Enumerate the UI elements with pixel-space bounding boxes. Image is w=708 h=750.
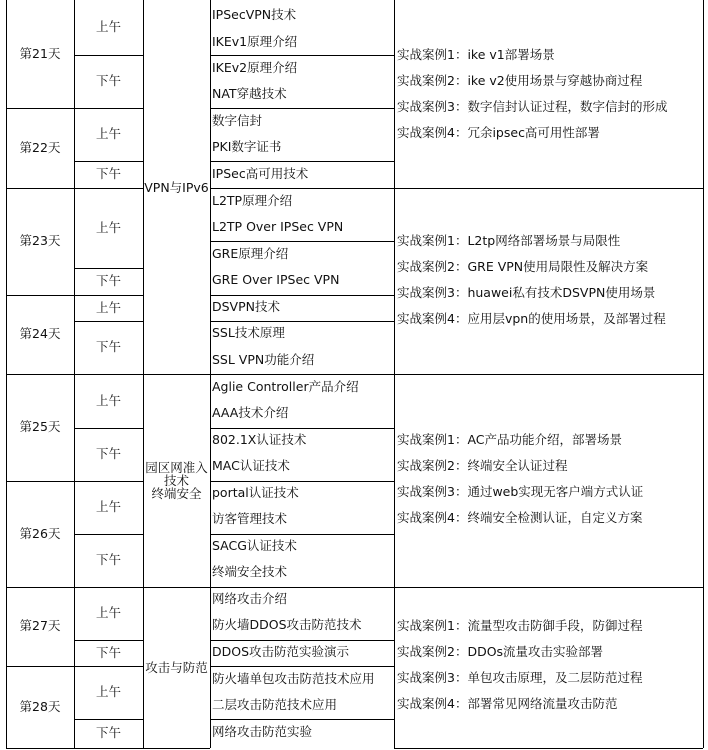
- content-item: 防火墙DDOS攻击防范技术: [212, 617, 362, 632]
- session-divider: [74, 640, 143, 641]
- content-divider: [210, 374, 394, 375]
- content-item: 802.1X认证技术: [212, 432, 307, 447]
- case-item: 实战案例2：DDOs流量攻击实验部署: [397, 644, 604, 659]
- column-border: [703, 0, 704, 748]
- column-border: [6, 0, 7, 748]
- content-item: Aglie Controller产品介绍: [212, 379, 359, 394]
- case-item: 实战案例4：冗余ipsec高可用性部署: [397, 125, 600, 140]
- content-item: 二层攻击防范技术应用: [212, 697, 338, 712]
- content-item: IPSecVPN技术: [212, 7, 297, 22]
- content-item: SSL VPN功能介绍: [212, 352, 315, 367]
- column-border: [74, 0, 75, 748]
- content-item: AAA技术介绍: [212, 405, 289, 420]
- day-label: 第23天: [19, 233, 61, 249]
- session-pm: 下午: [95, 166, 121, 182]
- case-item: 实战案例4：应用层vpn的使用场景，及部署过程: [397, 311, 666, 326]
- content-item: L2TP Over IPSec VPN: [212, 219, 344, 234]
- case-item: 实战案例3：单包攻击原理，及二层防范过程: [397, 670, 643, 685]
- session-am: 上午: [95, 126, 121, 142]
- case-item: 实战案例2：终端安全认证过程: [397, 458, 568, 473]
- case-item: 实战案例1：ike v1部署场景: [397, 47, 555, 62]
- content-item: 网络攻击介绍: [212, 591, 288, 606]
- session-divider: [74, 321, 143, 322]
- content-divider: [210, 161, 394, 162]
- session-am: 上午: [95, 499, 121, 515]
- session-divider: [74, 268, 143, 269]
- content-divider: [210, 534, 394, 535]
- session-divider: [74, 55, 143, 56]
- session-divider: [74, 161, 143, 162]
- session-divider: [74, 534, 143, 535]
- content-divider: [210, 481, 394, 482]
- content-divider: [210, 719, 394, 720]
- session-am: 上午: [95, 392, 121, 408]
- session-am: 上午: [95, 684, 121, 700]
- case-item: 实战案例3：通过web实现无客户端方式认证: [397, 484, 644, 499]
- content-divider: [210, 295, 394, 296]
- session-pm: 下午: [95, 725, 121, 741]
- content-item: SACG认证技术: [212, 538, 297, 553]
- topic-cell: 攻击与防范: [145, 660, 208, 675]
- day-label: 第28天: [19, 698, 61, 714]
- session-am: 上午: [95, 605, 121, 621]
- session-pm: 下午: [95, 552, 121, 568]
- case-item: 实战案例4：部署常见网络流量攻击防范: [397, 696, 618, 711]
- case-block-divider: [394, 374, 703, 375]
- case-item: 实战案例1：流量型攻击防御手段，防御过程: [397, 618, 643, 633]
- content-item: 防火墙单包攻击防范技术应用: [212, 671, 375, 686]
- content-divider: [210, 640, 394, 641]
- day-label: 第25天: [19, 419, 61, 435]
- session-pm: 下午: [95, 339, 121, 355]
- content-item: L2TP原理介绍: [212, 193, 293, 208]
- content-item: GRE Over IPSec VPN: [212, 272, 340, 287]
- case-item: 实战案例3：huawei私有技术DSVPN使用场景: [397, 285, 656, 300]
- content-item: SSL技术原理: [212, 325, 285, 340]
- case-block-divider: [394, 188, 703, 189]
- day-label: 第24天: [19, 326, 61, 342]
- day-label: 第26天: [19, 525, 61, 541]
- topic-cell: 园区网准入技术 终端安全: [145, 460, 208, 501]
- content-item: 终端安全技术: [212, 564, 288, 579]
- case-item: 实战案例1：L2tp网络部署场景与局限性: [397, 233, 621, 248]
- content-divider: [210, 587, 394, 588]
- content-item: 网络攻击防范实验: [212, 724, 313, 739]
- case-block-divider: [394, 748, 703, 749]
- content-item: GRE原理介绍: [212, 246, 289, 261]
- session-am: 上午: [95, 299, 121, 315]
- content-divider: [210, 188, 394, 189]
- content-item: IPSec高可用技术: [212, 166, 309, 181]
- content-item: 数字信封: [212, 113, 263, 128]
- case-item: 实战案例4：终端安全检测认证，自定义方案: [397, 510, 643, 525]
- case-item: 实战案例2：ike v2使用场景与穿越协商过程: [397, 73, 643, 88]
- day-label: 第27天: [19, 618, 61, 634]
- topic-cell: VPN与IPv6: [144, 179, 209, 195]
- content-divider: [210, 55, 394, 56]
- content-divider: [210, 428, 394, 429]
- case-item: 实战案例1：AC产品功能介绍，部署场景: [397, 432, 623, 447]
- session-am: 上午: [95, 219, 121, 235]
- day-label: 第21天: [19, 45, 61, 61]
- content-divider: [210, 321, 394, 322]
- content-item: IKEv2原理介绍: [212, 60, 298, 75]
- session-divider: [74, 428, 143, 429]
- day-divider: [6, 748, 143, 749]
- content-divider: [210, 108, 394, 109]
- content-divider: [210, 241, 394, 242]
- session-divider: [74, 719, 143, 720]
- topic-divider: [143, 748, 210, 749]
- day-label: 第22天: [19, 139, 61, 155]
- content-item: NAT穿越技术: [212, 86, 287, 101]
- content-item: portal认证技术: [212, 485, 299, 500]
- session-pm: 下午: [95, 446, 121, 462]
- content-item: IKEv1原理介绍: [212, 34, 298, 49]
- session-pm: 下午: [95, 273, 121, 289]
- content-item: DDOS攻击防范实验演示: [212, 644, 350, 659]
- session-am: 上午: [95, 19, 121, 35]
- content-divider: [210, 666, 394, 667]
- case-block-divider: [394, 587, 703, 588]
- case-item: 实战案例2：GRE VPN使用局限性及解决方案: [397, 259, 649, 274]
- column-border: [143, 0, 144, 748]
- column-border: [394, 0, 395, 748]
- session-pm: 下午: [95, 73, 121, 89]
- content-item: PKI数字证书: [212, 139, 282, 154]
- content-item: 访客管理技术: [212, 511, 288, 526]
- case-item: 实战案例3：数字信封认证过程，数字信封的形成: [397, 99, 668, 114]
- session-pm: 下午: [95, 644, 121, 660]
- content-item: MAC认证技术: [212, 458, 290, 473]
- content-item: DSVPN技术: [212, 299, 280, 314]
- column-border: [210, 0, 211, 748]
